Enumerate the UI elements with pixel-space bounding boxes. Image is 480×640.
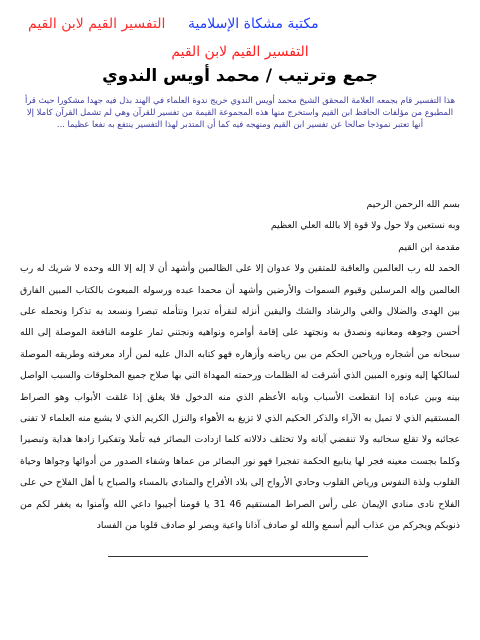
header-book-title: التفسير القيم لابن القيم <box>28 16 166 32</box>
compiler-title: جمع وترتيب / محمد أويس الندوي <box>102 66 378 86</box>
intro-paragraph: هذا التفسير قام بجمعه العلامة المحقق الشيخ محمد أويس الندوي خريج ندوة العلماء في الهند بذل فيه جهدا مشكورا حيث قرأ المطبوع من مؤلفات الحافظ ابن القيم واستخرج منها هذه المجموعة القيمة من تفسير للقرآن وهي لم تشمل القرآن كاملا إلا أنها تعتبر نموذجا صالحا عن تفسير ابن القيم ومنهجه فيه كما أن المتدبر لهذا التفسير ينتفع به نفعا عظيما ... <box>24 95 456 129</box>
body-paragraph: الحمد لله رب العالمين والعاقبة للمتقين ولا عدوان إلا على الظالمين وأشهد أن لا إله إلا الله وحده لا شريك له رب العالمين وإله المرسلين وقيوم السموات والأرضين وأشهد أن محمدا عبده ورسوله المبعوث بالكتاب المبين الفارق بين الهدى والضلال والغي والرشاد والشك واليقين أنزله لنقرأه تدبرا ونتأمله تبصرا ونسعد به تذكرا ونحمله على أحسن وجوهه ومعانيه ونصدق به ونجتهد على إقامة أوامره ونواهيه ونجتني ثمار علومه النافعة الموصلة إلى الله سبحانه من أشجاره ورياحين الحكم من بين رياضه وأزهاره فهو كتابه الدال عليه لمن أراد معرفته وطريقه الموصلة لسالكها إليه ونوره المبين الذي أشرقت له الظلمات ورحمته المهداة التي بها صلاح جميع المخلوقات والسبب الواصل بينه وبين عباده إذا انقطعت الأسباب وبابه الأعظم الذي منه الدخول فلا يغلق إذا غلقت الأبواب وهو الصراط المستقيم الذي لا تميل به الآراء والذكر الحكيم الذي لا تزيغ به الأهواء والنزل الكريم الذي لا يشبع منه العلماء لا تفنى عجائبه ولا تقلع سحائبه ولا تنقضي آياته ولا تختلف دلالاته كلما ازدادت البصائر فيه تأملا وتفكيرا زادها هداية وتبصيرا وكلما بجست معينه فجر لها ينابيع الحكمة تفجيرا فهو نور البصائر من عماها وشفاء الصدور من أدوائها وجواها وحياة القلوب ولذة النفوس ورياض القلوب وحادي الأرواح إلى بلاد الأفراح والمنادي بالمساء والصباح يا أهل الفلاح حي على الفلاح نادى منادي الإيمان على رأس الصراط المستقيم 46 31 يا قومنا أجيبوا داعي الله وآمنوا به يغفر لكم من ذنوبكم ويجركم من عذاب أليم أسمع والله لو صادف آذانا واعية وبصر لو صادف قلوبا من الفساد <box>20 263 460 532</box>
main-text <box>20 194 460 537</box>
opening-line: وبه نستعين ولا حول ولا قوة إلا بالله العلي العظيم <box>270 220 460 232</box>
book-subtitle: التفسير القيم لابن القيم <box>171 44 309 60</box>
footer-divider <box>108 556 368 557</box>
section-heading: مقدمة ابن القيم <box>398 241 460 253</box>
header-site-name: مكتبة مشكاة الإسلامية <box>188 16 319 32</box>
basmala: بسم الله الرحمن الرحيم <box>366 199 460 210</box>
